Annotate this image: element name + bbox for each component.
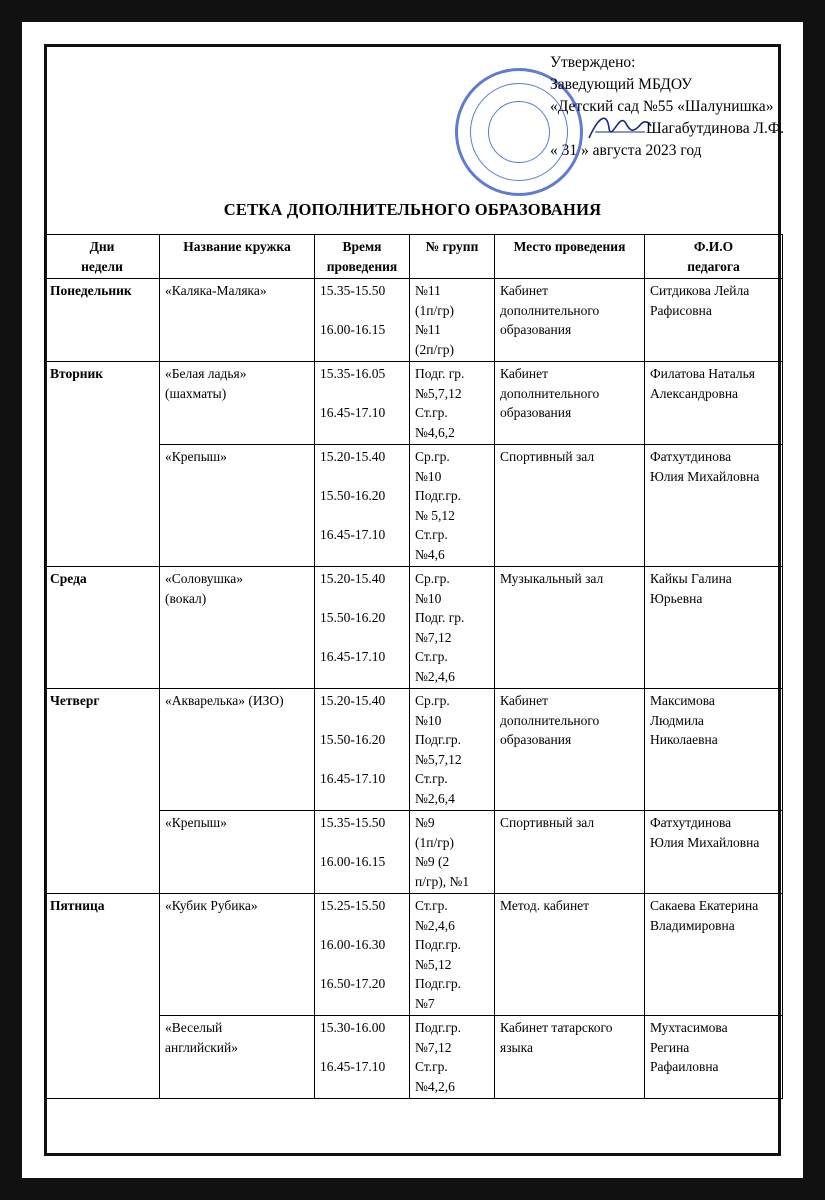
groups-line: Ст.гр. bbox=[415, 649, 448, 664]
times-cell bbox=[315, 894, 410, 1016]
club-line: «Соловушка» bbox=[165, 571, 243, 586]
approval-block bbox=[550, 52, 805, 162]
groups-line: Ср.гр. bbox=[415, 449, 450, 464]
spacer bbox=[320, 589, 404, 609]
teacher-line: Юлия Михайловна bbox=[650, 468, 760, 484]
groups-line: Ст.гр. bbox=[415, 527, 448, 542]
times-line: 16.00-16.15 bbox=[320, 322, 386, 337]
approval-line-3: «Детский сад №55 «Шалунишка» bbox=[550, 98, 774, 115]
teacher-line: Александровна bbox=[650, 385, 739, 401]
teacher-cell bbox=[645, 894, 783, 1016]
groups-line: №4,2,6 bbox=[415, 1078, 455, 1094]
teacher-cell bbox=[645, 279, 783, 362]
groups-cell bbox=[410, 279, 495, 362]
groups-cell bbox=[410, 894, 495, 1016]
groups-line: п/гр), №1 bbox=[415, 873, 470, 889]
groups-line: Подг. гр. bbox=[415, 610, 465, 625]
club-cell bbox=[160, 689, 315, 811]
times-line: 15.20-15.40 bbox=[320, 571, 386, 586]
header-club: Название кружка bbox=[160, 235, 315, 279]
times-line: 15.50-16.20 bbox=[320, 488, 386, 503]
day-cell: Пятница bbox=[45, 894, 160, 1099]
teacher-line: Рафисовна bbox=[650, 302, 712, 318]
times-line: 15.35-15.50 bbox=[320, 283, 386, 298]
table-row bbox=[45, 567, 783, 689]
teacher-line: Юлия Михайловна bbox=[650, 834, 760, 850]
club-cell bbox=[160, 279, 315, 362]
times-line: 15.50-16.20 bbox=[320, 610, 386, 625]
groups-line: №9 (2 bbox=[415, 854, 450, 869]
day-cell: Четверг bbox=[45, 689, 160, 894]
groups-line: №2,6,4 bbox=[415, 790, 455, 806]
teacher-line: Филатова Наталья bbox=[650, 366, 755, 381]
club-cell bbox=[160, 362, 315, 445]
place-line: Музыкальный зал bbox=[500, 571, 604, 586]
place-cell bbox=[495, 362, 645, 445]
groups-line: Ст.гр. bbox=[415, 771, 448, 786]
times-line: 16.45-17.10 bbox=[320, 405, 386, 420]
club-line: «Веселый bbox=[165, 1020, 223, 1035]
place-line: Кабинет татарского bbox=[500, 1020, 613, 1035]
groups-line: №2,4,6 bbox=[415, 917, 455, 933]
times-line: 16.45-17.10 bbox=[320, 527, 386, 542]
schedule-body bbox=[45, 279, 783, 1099]
times-line: 16.00-16.30 bbox=[320, 937, 386, 952]
approval-line-2: Заведующий МБДОУ bbox=[550, 76, 693, 93]
club-cell bbox=[160, 811, 315, 894]
groups-line: №10 bbox=[415, 712, 442, 728]
approval-date: « 31 » августа 2023 год bbox=[550, 142, 702, 159]
times-line: 16.45-17.10 bbox=[320, 649, 386, 664]
club-line: английский» bbox=[165, 1039, 239, 1055]
spacer bbox=[320, 955, 404, 975]
groups-cell bbox=[410, 1016, 495, 1099]
groups-line: (1п/гр) bbox=[415, 834, 455, 850]
groups-line: №7 bbox=[415, 995, 435, 1011]
club-line: «Крепыш» bbox=[165, 815, 227, 830]
club-cell bbox=[160, 1016, 315, 1099]
times-line: 15.20-15.40 bbox=[320, 449, 386, 464]
header-groups: № групп bbox=[410, 235, 495, 279]
times-line: 15.50-16.20 bbox=[320, 732, 386, 747]
groups-line: №10 bbox=[415, 590, 442, 606]
table-row bbox=[45, 362, 783, 445]
header-time: Время проведения bbox=[315, 235, 410, 279]
groups-line: №11 bbox=[415, 322, 441, 337]
club-line: (шахматы) bbox=[165, 385, 227, 401]
times-cell bbox=[315, 445, 410, 567]
teacher-line: Максимова bbox=[650, 693, 715, 708]
approval-signer-line bbox=[550, 118, 805, 140]
place-cell bbox=[495, 1016, 645, 1099]
groups-line: №7,12 bbox=[415, 1039, 452, 1055]
spacer bbox=[320, 628, 404, 648]
groups-line: Ст.гр. bbox=[415, 405, 448, 420]
header-place: Место проведения bbox=[495, 235, 645, 279]
groups-line: (1п/гр) bbox=[415, 302, 455, 318]
teacher-line: Юрьевна bbox=[650, 590, 703, 606]
groups-line: Подг.гр. bbox=[415, 937, 462, 952]
groups-line: Подг. гр. bbox=[415, 366, 465, 381]
groups-line: Ср.гр. bbox=[415, 693, 450, 708]
teacher-line: Мухтасимова bbox=[650, 1020, 728, 1035]
place-cell bbox=[495, 279, 645, 362]
place-cell bbox=[495, 811, 645, 894]
place-cell bbox=[495, 894, 645, 1016]
teacher-line: Регина bbox=[650, 1039, 690, 1055]
table-row bbox=[45, 689, 783, 811]
stamp-inner-ring bbox=[488, 101, 550, 163]
teacher-line: Фатхутдинова bbox=[650, 815, 732, 830]
teacher-cell bbox=[645, 811, 783, 894]
groups-cell bbox=[410, 445, 495, 567]
times-line: 15.35-16.05 bbox=[320, 366, 386, 381]
header-day: Дни недели bbox=[45, 235, 160, 279]
place-cell bbox=[495, 567, 645, 689]
groups-cell bbox=[410, 567, 495, 689]
teacher-line: Владимировна bbox=[650, 917, 735, 933]
groups-line: №4,6,2 bbox=[415, 424, 455, 440]
groups-line: Подг.гр. bbox=[415, 732, 462, 747]
club-line: «Акварелька» (ИЗО) bbox=[165, 693, 284, 708]
groups-line: Подг.гр. bbox=[415, 488, 462, 503]
schedule-table bbox=[44, 234, 783, 1099]
place-cell bbox=[495, 689, 645, 811]
table-header-row bbox=[45, 235, 783, 279]
teacher-cell bbox=[645, 689, 783, 811]
times-cell bbox=[315, 1016, 410, 1099]
place-line: дополнительного bbox=[500, 712, 600, 728]
times-line: 16.45-17.10 bbox=[320, 771, 386, 786]
teacher-cell bbox=[645, 1016, 783, 1099]
approval-line-1: Утверждено: bbox=[550, 54, 636, 71]
teacher-line: Сакаева Екатерина bbox=[650, 898, 759, 913]
groups-cell bbox=[410, 689, 495, 811]
page-title: СЕТКА ДОПОЛНИТЕЛЬНОГО ОБРАЗОВАНИЯ bbox=[223, 200, 602, 219]
groups-cell bbox=[410, 811, 495, 894]
place-line: Кабинет bbox=[500, 366, 549, 381]
spacer bbox=[320, 711, 404, 731]
teacher-line: Рафаиловна bbox=[650, 1059, 719, 1074]
teacher-cell bbox=[645, 445, 783, 567]
club-line: «Крепыш» bbox=[165, 449, 227, 464]
teacher-line: Ситдикова Лейла bbox=[650, 283, 750, 298]
place-line: Метод. кабинет bbox=[500, 898, 590, 913]
times-line: 15.20-15.40 bbox=[320, 693, 386, 708]
groups-line: №10 bbox=[415, 468, 442, 484]
header-teacher: Ф.И.О педагога bbox=[645, 235, 783, 279]
place-line: дополнительного bbox=[500, 302, 600, 318]
place-line: Спортивный зал bbox=[500, 449, 595, 464]
times-cell bbox=[315, 689, 410, 811]
times-cell bbox=[315, 362, 410, 445]
place-line: образования bbox=[500, 732, 572, 747]
groups-line: №2,4,6 bbox=[415, 668, 455, 684]
spacer bbox=[320, 750, 404, 770]
times-line: 15.35-15.50 bbox=[320, 815, 386, 830]
groups-line: № 5,12 bbox=[415, 507, 455, 523]
teacher-line: Кайкы Галина bbox=[650, 571, 732, 586]
times-cell bbox=[315, 567, 410, 689]
teacher-cell bbox=[645, 567, 783, 689]
groups-line: Ст.гр. bbox=[415, 898, 448, 913]
teacher-line: Фатхутдинова bbox=[650, 449, 732, 464]
times-cell bbox=[315, 279, 410, 362]
club-line: (вокал) bbox=[165, 590, 207, 606]
groups-cell bbox=[410, 362, 495, 445]
day-cell: Среда bbox=[45, 567, 160, 689]
place-cell bbox=[495, 445, 645, 567]
groups-line: Подг.гр. bbox=[415, 976, 462, 991]
groups-line: №5,12 bbox=[415, 956, 452, 972]
club-line: «Каляка-Маляка» bbox=[165, 283, 267, 298]
place-line: языка bbox=[500, 1039, 533, 1055]
groups-line: №11 bbox=[415, 283, 441, 298]
groups-line: Подг.гр. bbox=[415, 1020, 462, 1035]
spacer bbox=[320, 384, 404, 404]
club-cell bbox=[160, 445, 315, 567]
times-cell bbox=[315, 811, 410, 894]
day-cell: Понедельник bbox=[45, 279, 160, 362]
groups-line: Ст.гр. bbox=[415, 1059, 448, 1074]
place-line: Спортивный зал bbox=[500, 815, 595, 830]
teacher-cell bbox=[645, 362, 783, 445]
times-line: 16.45-17.10 bbox=[320, 1059, 386, 1074]
times-line: 15.30-16.00 bbox=[320, 1020, 386, 1035]
place-line: Кабинет bbox=[500, 283, 549, 298]
place-line: дополнительного bbox=[500, 385, 600, 401]
groups-line: Ср.гр. bbox=[415, 571, 450, 586]
spacer bbox=[320, 301, 404, 321]
groups-line: (2п/гр) bbox=[415, 341, 455, 357]
groups-line: №9 bbox=[415, 815, 435, 830]
table-row bbox=[45, 279, 783, 362]
spacer bbox=[320, 1038, 404, 1058]
spacer bbox=[320, 506, 404, 526]
approval-signer: Шагабутдинова Л.Ф. bbox=[646, 120, 784, 137]
times-line: 16.50-17.20 bbox=[320, 976, 386, 991]
place-line: образования bbox=[500, 405, 572, 420]
club-cell bbox=[160, 894, 315, 1016]
spacer bbox=[320, 833, 404, 853]
spacer bbox=[320, 916, 404, 936]
times-line: 16.00-16.15 bbox=[320, 854, 386, 869]
times-line: 15.25-15.50 bbox=[320, 898, 386, 913]
club-line: «Кубик Рубика» bbox=[165, 898, 258, 913]
club-line: «Белая ладья» bbox=[165, 366, 247, 381]
teacher-line: Людмила bbox=[650, 712, 704, 728]
spacer bbox=[320, 467, 404, 487]
groups-line: №4,6 bbox=[415, 546, 445, 562]
club-cell bbox=[160, 567, 315, 689]
groups-line: №5,7,12 bbox=[415, 751, 462, 767]
table-row bbox=[45, 894, 783, 1016]
groups-line: №7,12 bbox=[415, 629, 452, 645]
place-line: Кабинет bbox=[500, 693, 549, 708]
groups-line: №5,7,12 bbox=[415, 385, 462, 401]
place-line: образования bbox=[500, 322, 572, 337]
teacher-line: Николаевна bbox=[650, 732, 718, 747]
day-cell: Вторник bbox=[45, 362, 160, 567]
